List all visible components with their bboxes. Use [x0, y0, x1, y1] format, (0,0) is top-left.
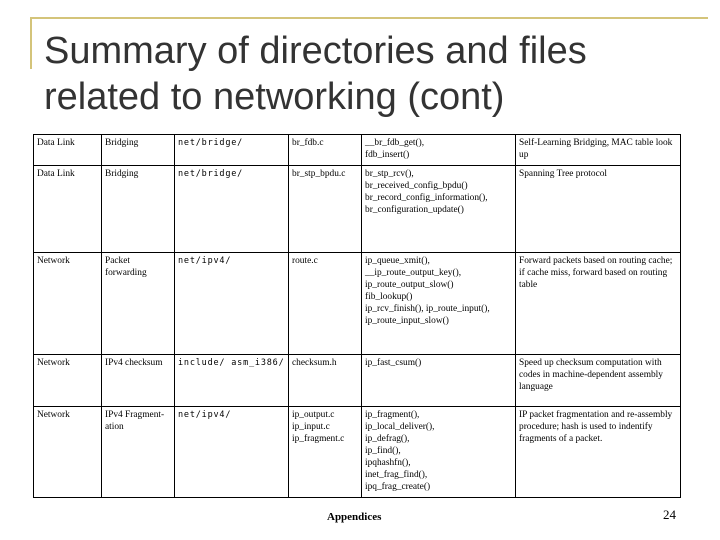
- layer-cell: Network: [34, 355, 102, 407]
- title-accent-bar: [30, 17, 32, 69]
- table-row: [34, 355, 681, 407]
- layer-cell: Data Link: [34, 135, 102, 166]
- slide-title: Summary of directories and files related to networking (cont): [44, 30, 587, 118]
- routine-line: ip_find(),: [365, 446, 401, 456]
- description-cell: IP packet fragmentation and re-assembly procedure; hash is used to indentify fragments of a packet.: [516, 407, 681, 498]
- routines-cell: [362, 166, 516, 253]
- file-cell: br_stp_bpdu.c: [289, 166, 362, 253]
- directory-cell: net/bridge/: [175, 166, 289, 253]
- file-list: ip_output.c ip_input.c ip_fragment.c: [292, 410, 345, 444]
- routines-cell: [362, 135, 516, 166]
- file-cell: br_fdb.c: [289, 135, 362, 166]
- title-accent-line: [30, 17, 708, 19]
- description-cell: Self-Learning Bridging, MAC table look up: [516, 135, 681, 166]
- routines-cell: [362, 355, 516, 407]
- function-cell: Bridging: [102, 166, 175, 253]
- directory-cell: net/ipv4/: [175, 407, 289, 498]
- routine-line: ip_rcv_finish(), ip_route_input(),: [365, 304, 490, 314]
- routine-line: br_received_config_bpdu(): [365, 181, 468, 191]
- routine-line: br_record_config_information(),: [365, 193, 488, 203]
- layer-cell: Network: [34, 253, 102, 355]
- directory-cell: include/ asm_i386/: [175, 355, 289, 407]
- file-cell: route.c: [289, 253, 362, 355]
- layer-cell: Network: [34, 407, 102, 498]
- directory-cell: net/ipv4/: [175, 253, 289, 355]
- routine-line: br_configuration_update(): [365, 205, 464, 215]
- routine-line: inet_frag_find(),: [365, 470, 428, 480]
- table-row: [34, 135, 681, 166]
- routine-line: ipq_frag_create(): [365, 482, 431, 492]
- routines-cell: [362, 253, 516, 355]
- routine-line: __ip_route_output_key(),: [365, 268, 462, 278]
- page-number: 24: [663, 507, 676, 522]
- routine-line: ip_local_deliver(),: [365, 422, 435, 432]
- description-cell: Spanning Tree protocol: [516, 166, 681, 253]
- routine-line: ip_fast_csum(): [365, 358, 422, 368]
- directory-cell: net/bridge/: [175, 135, 289, 166]
- file-cell: checksum.h: [289, 355, 362, 407]
- summary-table: [33, 134, 681, 498]
- routine-line: fib_lookup(): [365, 292, 413, 302]
- routine-line: __br_fdb_get(),: [365, 138, 425, 148]
- routine-line: ip_defrag(),: [365, 434, 410, 444]
- routine-line: ip_route_input_slow(): [365, 316, 449, 326]
- table-row: [34, 253, 681, 355]
- routine-line: ipqhashfn(),: [365, 458, 411, 468]
- description-cell: Forward packets based on routing cache; if cache miss, forward based on routing table: [516, 253, 681, 355]
- routine-line: ip_fragment(),: [365, 410, 420, 420]
- table-row: [34, 407, 681, 498]
- file-cell: [289, 407, 362, 498]
- routines-cell: [362, 407, 516, 498]
- function-cell: IPv4 Fragment-ation: [102, 407, 175, 498]
- function-cell: Packet forwarding: [102, 253, 175, 355]
- footer-label: Appendices: [327, 511, 382, 523]
- function-cell: Bridging: [102, 135, 175, 166]
- routine-line: ip_route_output_slow(): [365, 280, 454, 290]
- table-row: [34, 166, 681, 253]
- routine-line: fdb_insert(): [365, 150, 410, 160]
- function-cell: IPv4 checksum: [102, 355, 175, 407]
- description-cell: Speed up checksum computation with codes in machine-dependent assembly language: [516, 355, 681, 407]
- routine-line: ip_queue_xmit(),: [365, 256, 430, 266]
- layer-cell: Data Link: [34, 166, 102, 253]
- routine-line: br_stp_rcv(),: [365, 169, 414, 179]
